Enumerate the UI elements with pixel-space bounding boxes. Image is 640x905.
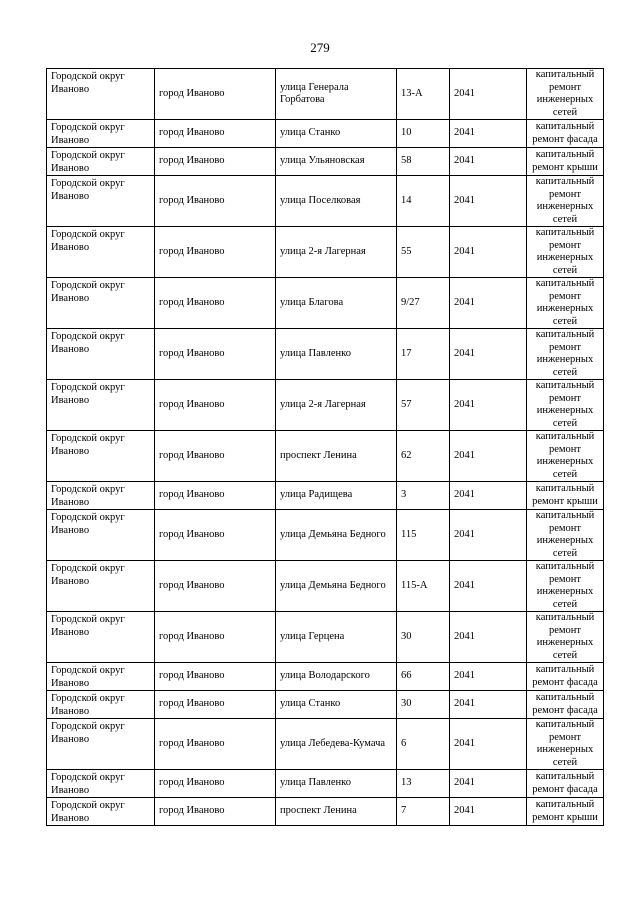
city-cell: город Иваново	[155, 278, 276, 329]
district-cell: Городской округ Иваново	[47, 561, 155, 612]
city-cell: город Иваново	[155, 69, 276, 120]
table-row	[47, 329, 604, 380]
work-type-cell: капитальный ремонт инженерных сетей	[527, 561, 604, 612]
work-type-cell: капитальный ремонт фасада	[527, 663, 604, 691]
table-row	[47, 612, 604, 663]
district-cell: Городской округ Иваново	[47, 798, 155, 826]
year-cell: 2041	[450, 431, 527, 482]
year-cell: 2041	[450, 380, 527, 431]
work-type-cell: капитальный ремонт крыши	[527, 482, 604, 510]
district-cell: Городской округ Иваново	[47, 770, 155, 798]
table-row	[47, 691, 604, 719]
street-cell: улица Володарского	[276, 663, 397, 691]
district-cell: Городской округ Иваново	[47, 510, 155, 561]
repair-schedule-table	[46, 68, 604, 826]
city-cell: город Иваново	[155, 227, 276, 278]
street-cell: улица Ульяновская	[276, 148, 397, 176]
table-row	[47, 380, 604, 431]
street-cell: улица Радищева	[276, 482, 397, 510]
work-type-cell: капитальный ремонт инженерных сетей	[527, 612, 604, 663]
work-type-cell: капитальный ремонт инженерных сетей	[527, 278, 604, 329]
table-row	[47, 69, 604, 120]
house-number-cell: 6	[397, 719, 450, 770]
year-cell: 2041	[450, 798, 527, 826]
work-type-cell: капитальный ремонт инженерных сетей	[527, 719, 604, 770]
year-cell: 2041	[450, 719, 527, 770]
work-type-cell: капитальный ремонт инженерных сетей	[527, 380, 604, 431]
district-cell: Городской округ Иваново	[47, 176, 155, 227]
city-cell: город Иваново	[155, 612, 276, 663]
street-cell: улица Демьяна Бедного	[276, 510, 397, 561]
work-type-cell: капитальный ремонт фасада	[527, 120, 604, 148]
street-cell: улица Станко	[276, 120, 397, 148]
house-number-cell: 13-А	[397, 69, 450, 120]
district-cell: Городской округ Иваново	[47, 691, 155, 719]
house-number-cell: 30	[397, 612, 450, 663]
district-cell: Городской округ Иваново	[47, 663, 155, 691]
city-cell: город Иваново	[155, 120, 276, 148]
street-cell: улица Павленко	[276, 329, 397, 380]
street-cell: улица Лебедева-Кумача	[276, 719, 397, 770]
year-cell: 2041	[450, 148, 527, 176]
house-number-cell: 17	[397, 329, 450, 380]
house-number-cell: 7	[397, 798, 450, 826]
house-number-cell: 115-А	[397, 561, 450, 612]
street-cell: улица Поселковая	[276, 176, 397, 227]
year-cell: 2041	[450, 612, 527, 663]
street-cell: улица Павленко	[276, 770, 397, 798]
district-cell: Городской округ Иваново	[47, 612, 155, 663]
table-row	[47, 431, 604, 482]
table-row	[47, 278, 604, 329]
city-cell: город Иваново	[155, 798, 276, 826]
year-cell: 2041	[450, 176, 527, 227]
house-number-cell: 58	[397, 148, 450, 176]
year-cell: 2041	[450, 227, 527, 278]
work-type-cell: капитальный ремонт фасада	[527, 770, 604, 798]
work-type-cell: капитальный ремонт инженерных сетей	[527, 510, 604, 561]
work-type-cell: капитальный ремонт инженерных сетей	[527, 431, 604, 482]
table-row	[47, 719, 604, 770]
district-cell: Городской округ Иваново	[47, 380, 155, 431]
house-number-cell: 30	[397, 691, 450, 719]
year-cell: 2041	[450, 120, 527, 148]
work-type-cell: капитальный ремонт крыши	[527, 798, 604, 826]
table-row	[47, 561, 604, 612]
city-cell: город Иваново	[155, 380, 276, 431]
city-cell: город Иваново	[155, 329, 276, 380]
district-cell: Городской округ Иваново	[47, 227, 155, 278]
street-cell: улица Генерала Горбатова	[276, 69, 397, 120]
city-cell: город Иваново	[155, 431, 276, 482]
table-body	[47, 69, 604, 826]
year-cell: 2041	[450, 770, 527, 798]
table-row	[47, 798, 604, 826]
house-number-cell: 57	[397, 380, 450, 431]
house-number-cell: 14	[397, 176, 450, 227]
table-row	[47, 510, 604, 561]
table-row	[47, 482, 604, 510]
city-cell: город Иваново	[155, 510, 276, 561]
year-cell: 2041	[450, 691, 527, 719]
work-type-cell: капитальный ремонт инженерных сетей	[527, 69, 604, 120]
city-cell: город Иваново	[155, 663, 276, 691]
table-row	[47, 227, 604, 278]
year-cell: 2041	[450, 69, 527, 120]
house-number-cell: 115	[397, 510, 450, 561]
work-type-cell: капитальный ремонт крыши	[527, 148, 604, 176]
city-cell: город Иваново	[155, 561, 276, 612]
table-row	[47, 120, 604, 148]
city-cell: город Иваново	[155, 770, 276, 798]
street-cell: улица Герцена	[276, 612, 397, 663]
year-cell: 2041	[450, 663, 527, 691]
year-cell: 2041	[450, 482, 527, 510]
house-number-cell: 13	[397, 770, 450, 798]
district-cell: Городской округ Иваново	[47, 148, 155, 176]
street-cell: улица 2-я Лагерная	[276, 227, 397, 278]
year-cell: 2041	[450, 510, 527, 561]
work-type-cell: капитальный ремонт инженерных сетей	[527, 227, 604, 278]
house-number-cell: 10	[397, 120, 450, 148]
district-cell: Городской округ Иваново	[47, 719, 155, 770]
street-cell: проспект Ленина	[276, 798, 397, 826]
city-cell: город Иваново	[155, 148, 276, 176]
district-cell: Городской округ Иваново	[47, 482, 155, 510]
street-cell: проспект Ленина	[276, 431, 397, 482]
table-row	[47, 663, 604, 691]
work-type-cell: капитальный ремонт инженерных сетей	[527, 329, 604, 380]
street-cell: улица Демьяна Бедного	[276, 561, 397, 612]
city-cell: город Иваново	[155, 482, 276, 510]
year-cell: 2041	[450, 278, 527, 329]
house-number-cell: 55	[397, 227, 450, 278]
table-row	[47, 770, 604, 798]
year-cell: 2041	[450, 561, 527, 612]
street-cell: улица Станко	[276, 691, 397, 719]
district-cell: Городской округ Иваново	[47, 278, 155, 329]
page-number: 279	[310, 40, 330, 55]
house-number-cell: 62	[397, 431, 450, 482]
work-type-cell: капитальный ремонт фасада	[527, 691, 604, 719]
district-cell: Городской округ Иваново	[47, 329, 155, 380]
work-type-cell: капитальный ремонт инженерных сетей	[527, 176, 604, 227]
street-cell: улица Благова	[276, 278, 397, 329]
house-number-cell: 66	[397, 663, 450, 691]
house-number-cell: 3	[397, 482, 450, 510]
street-cell: улица 2-я Лагерная	[276, 380, 397, 431]
city-cell: город Иваново	[155, 719, 276, 770]
table-row	[47, 148, 604, 176]
district-cell: Городской округ Иваново	[47, 431, 155, 482]
district-cell: Городской округ Иваново	[47, 69, 155, 120]
year-cell: 2041	[450, 329, 527, 380]
house-number-cell: 9/27	[397, 278, 450, 329]
city-cell: город Иваново	[155, 691, 276, 719]
table-row	[47, 176, 604, 227]
city-cell: город Иваново	[155, 176, 276, 227]
district-cell: Городской округ Иваново	[47, 120, 155, 148]
